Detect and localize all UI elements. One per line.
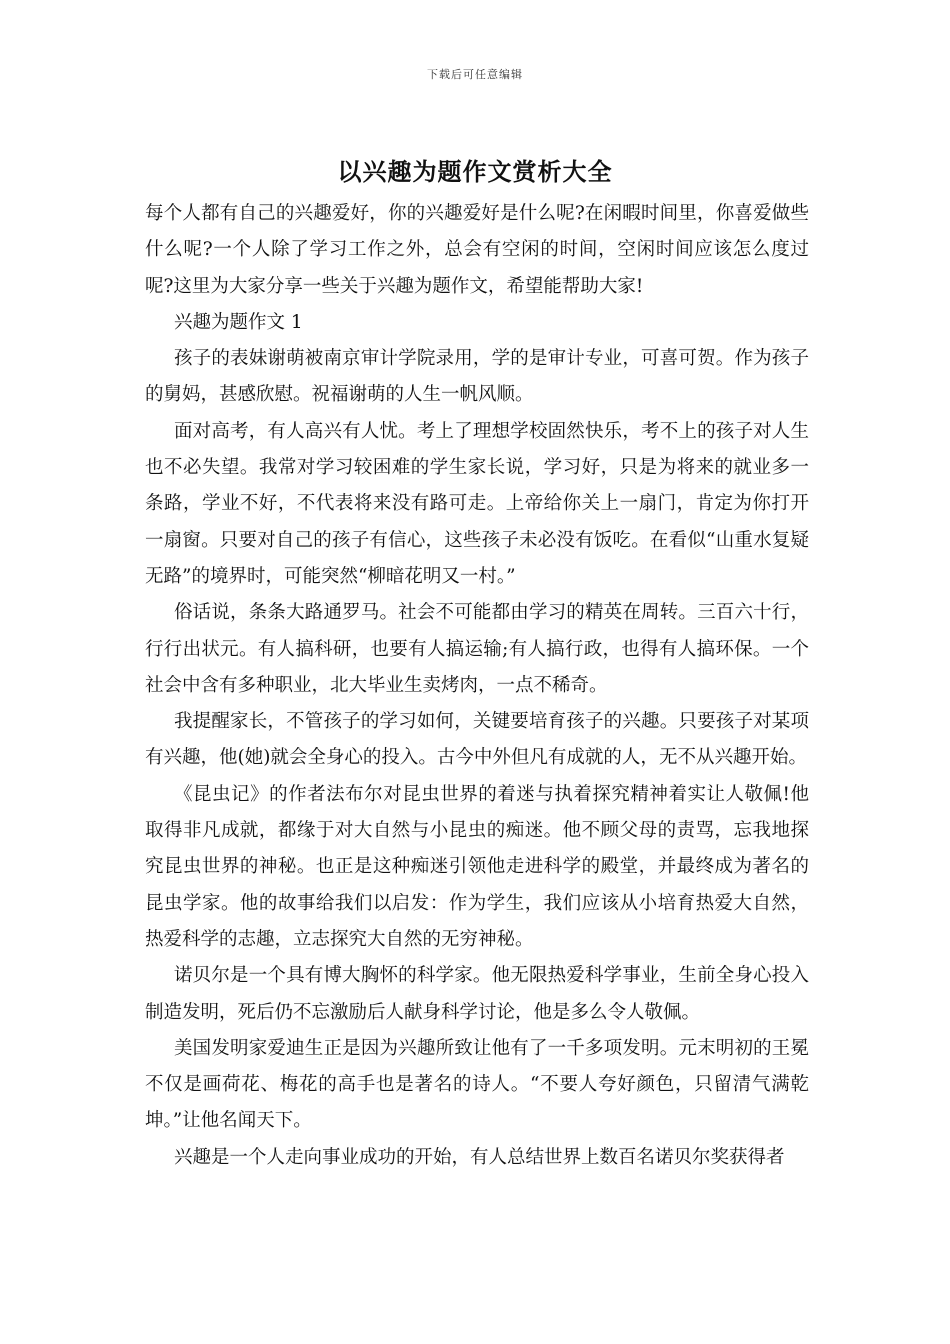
body-paragraph: 诺贝尔是一个具有博大胸怀的科学家。他无限热爱科学事业，生前全身心投入制造发明，死后仍不忘激励后人献身科学讨论，他是多么令人敬佩。: [145, 965, 809, 1023]
body-paragraph: 面对高考，有人高兴有人忧。考上了理想学校固然快乐，考不上的孩子对人生也不必失望。我常对学习较困难的学生家长说，学习好，只是为将来的就业多一条路，学业不好，不代表将来没有路可走。上帝给你关上一扇门，肯定为你打开一扇窗。只要对自己的孩子有信心，这些孩子未必没有饭吃。在看似“山重水复疑无路”的境界时，可能突然“柳暗花明又一村。”: [145, 420, 809, 587]
body-paragraph: 我提醒家长，不管孩子的学习如何，关键要培育孩子的兴趣。只要孩子对某项有兴趣，他(她)就会全身心的投入。古今中外但凡有成就的人，无不从兴趣开始。: [145, 711, 809, 769]
body-paragraph: 美国发明家爱迪生正是因为兴趣所致让他有了一千多项发明。元末明初的王冕不仅是画荷花、梅花的高手也是著名的诗人。“不要人夸好颜色，只留清气满乾坤。”让他名闻天下。: [145, 1037, 809, 1132]
body-paragraph: 兴趣是一个人走向事业成功的开始，有人总结世界上数百名诺贝尔奖获得者: [174, 1146, 785, 1168]
body-paragraph: 孩子的表妹谢萌被南京审计学院录用，学的是审计专业，可喜可贺。作为孩子的舅妈，甚感欣慰。祝福谢萌的人生一帆风顺。: [145, 348, 809, 406]
intro-paragraph: 每个人都有自己的兴趣爱好，你的兴趣爱好是什么呢?在闲暇时间里，你喜爱做些什么呢?一个人除了学习工作之外，总会有空闲的时间，空闲时间应该怎么度过呢?这里为大家分享一些关于兴趣为题作文，希望能帮助大家!: [145, 203, 809, 297]
body-paragraph: 俗话说，条条大路通罗马。社会不可能都由学习的精英在周转。三百六十行，行行出状元。有人搞科研，也要有人搞运输;有人搞行政，也得有人搞环保。一个社会中含有多种职业，北大毕业生卖烤肉，一点不稀奇。: [145, 602, 809, 696]
section-heading: 兴趣为题作文 1: [174, 311, 303, 333]
document-title: 以兴趣为题作文赏析大全: [337, 157, 613, 186]
document-body: [145, 196, 809, 1176]
header-note: 下载后可任意编辑: [427, 68, 523, 81]
body-paragraph: 《昆虫记》的作者法布尔对昆虫世界的着迷与执着探究精神着实让人敬佩!他取得非凡成就，都缘于对大自然与小昆虫的痴迷。他不顾父母的责骂，忘我地探究昆虫世界的神秘。也正是这种痴迷引领他走进科学的殿堂，并最终成为著名的昆虫学家。他的故事给我们以启发：作为学生，我们应该从小培育热爱大自然，热爱科学的志趣，立志探究大自然的无穷神秘。: [145, 783, 809, 950]
